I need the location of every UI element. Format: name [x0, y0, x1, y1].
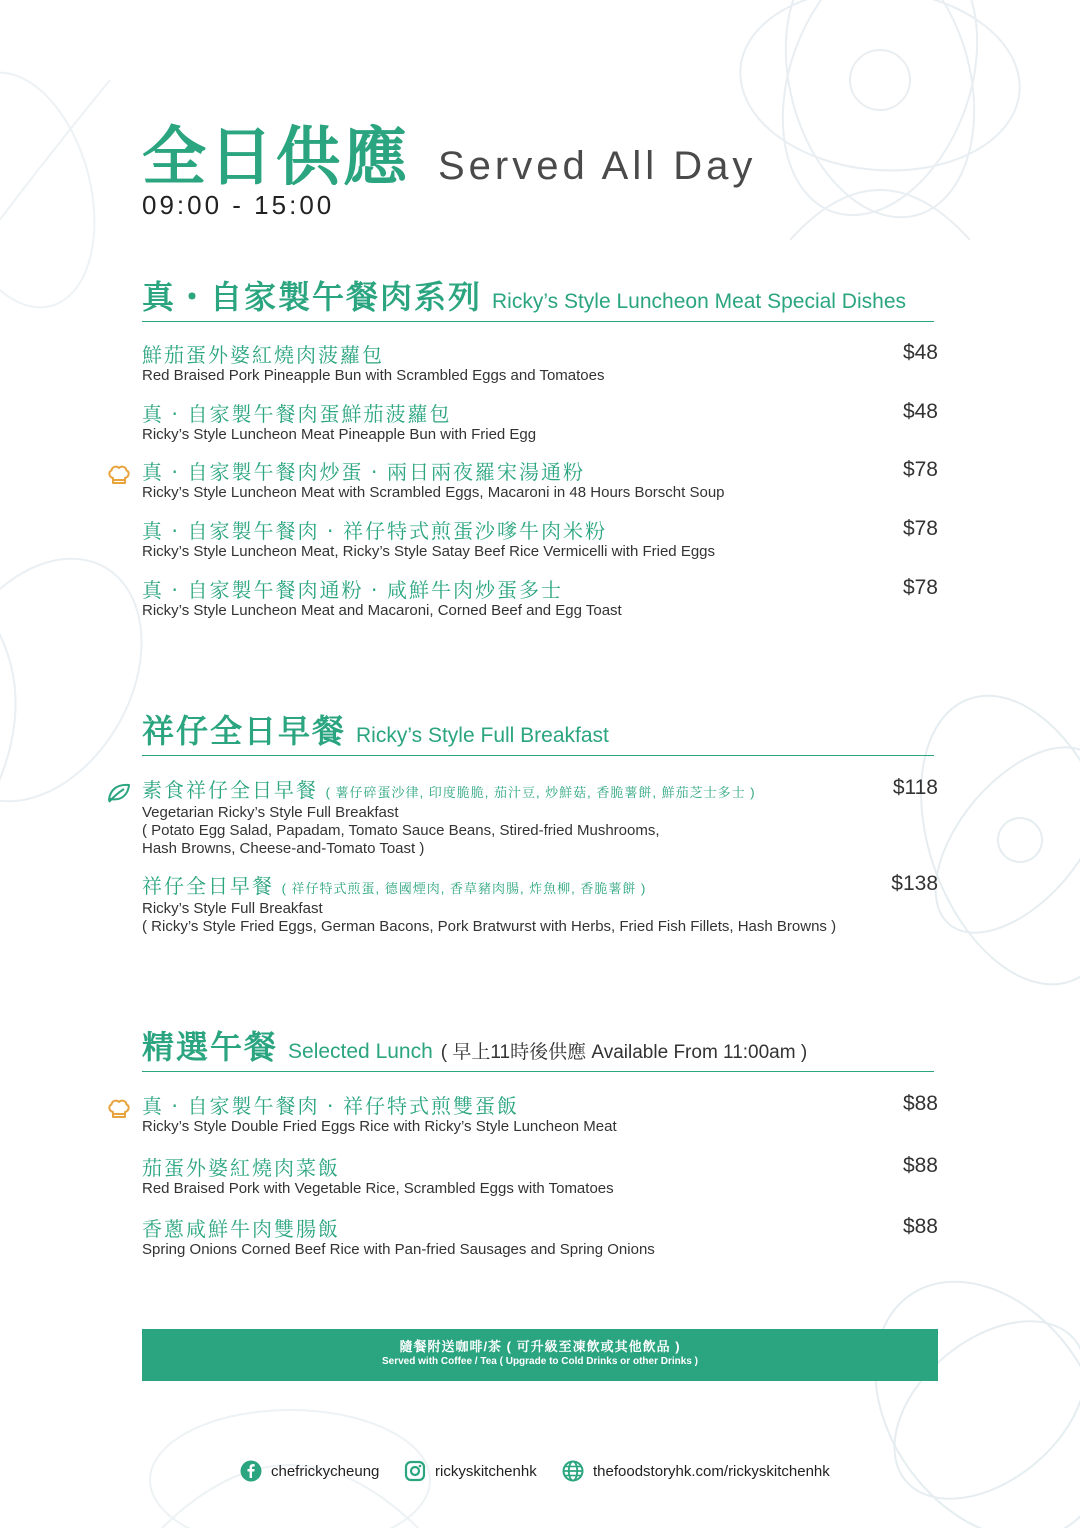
section-header-selected-lunch — [142, 1022, 934, 1072]
item-name-en: Vegetarian Ricky’s Style Full Breakfast — [142, 804, 399, 821]
item-name-zh: 祥仔全日早餐 — [142, 876, 274, 898]
section-title-en: Selected Lunch — [288, 1040, 433, 1063]
chef-hat-icon — [106, 1096, 132, 1122]
item-name-zh: 真 ‧ 自家製午餐肉 ‧ 祥仔特式煎雙蛋飯 — [142, 1096, 519, 1118]
instagram-icon — [404, 1460, 426, 1482]
item-description-en: ( Potato Egg Salad, Papadam, Tomato Sauce Beans, Stired-fried Mushrooms, — [142, 822, 660, 839]
page-title-en: Served All Day — [438, 144, 757, 188]
menu-item — [142, 872, 938, 936]
section-title-zh: 祥仔全日早餐 — [142, 713, 347, 749]
leaf-icon — [106, 780, 132, 806]
menu-item — [142, 517, 938, 561]
item-name-zh: 香蔥咸鮮牛肉雙腸飯 — [142, 1219, 340, 1241]
item-name-en: Ricky’s Style Full Breakfast — [142, 900, 323, 917]
facebook-link[interactable] — [240, 1460, 379, 1482]
item-ingredients-zh: ( 薯仔碎蛋沙律, 印度脆脆, 茄汁豆, 炒鮮菇, 香脆薯餅, 鮮茄芝士多士 ) — [325, 785, 756, 800]
menu-item — [142, 1092, 938, 1136]
item-name-en: Spring Onions Corned Beef Rice with Pan-fried Sausages and Spring Onions — [142, 1241, 655, 1258]
banner-text-zh: 隨餐附送咖啡/茶 ( 可升級至凍飲或其他飲品 ) — [399, 1339, 681, 1354]
item-name-en: Red Braised Pork with Vegetable Rice, Scrambled Eggs with Tomatoes — [142, 1180, 614, 1197]
service-hours: 09:00 - 15:00 — [142, 190, 335, 220]
item-description-en: Hash Browns, Cheese-and-Tomato Toast ) — [142, 840, 425, 857]
item-price: $118 — [892, 776, 938, 799]
menu-item — [142, 400, 938, 444]
item-name-zh: 真 ‧ 自家製午餐肉炒蛋 ‧ 兩日兩夜羅宋湯通粉 — [142, 462, 585, 484]
item-name-zh: 茄蛋外婆紅燒肉菜飯 — [142, 1158, 340, 1180]
item-price: $88 — [902, 1154, 938, 1177]
item-name-zh: 真 ‧ 自家製午餐肉 ‧ 祥仔特式煎蛋沙嗲牛肉米粉 — [142, 521, 607, 543]
menu-item — [142, 341, 938, 385]
footer-social-links — [0, 1460, 1080, 1484]
item-name-zh: 真 ‧ 自家製午餐肉通粉 ‧ 咸鮮牛肉炒蛋多士 — [142, 580, 563, 602]
section-header-luncheon-meat — [142, 272, 934, 322]
website-link[interactable] — [562, 1460, 830, 1482]
chef-hat-icon — [106, 462, 132, 488]
facebook-icon — [240, 1460, 262, 1482]
item-description-en: ( Ricky’s Style Fried Eggs, German Bacons, Pork Bratwurst with Herbs, Fried Fish Fillets, Hash Browns ) — [142, 918, 837, 935]
menu-item — [142, 576, 938, 620]
globe-icon — [562, 1460, 584, 1482]
item-name-en: Ricky’s Style Double Fried Eggs Rice with Ricky’s Style Luncheon Meat — [142, 1118, 617, 1135]
section-header-full-breakfast — [142, 706, 934, 756]
item-price: $78 — [902, 458, 938, 481]
section-title-en: Ricky’s Style Luncheon Meat Special Dishes — [492, 290, 906, 313]
flower-decoration-bottom-right — [820, 1260, 1080, 1528]
item-name-en: Ricky’s Style Luncheon Meat Pineapple Bun with Fried Egg — [142, 426, 537, 443]
page-title — [142, 106, 756, 198]
item-price: $78 — [902, 517, 938, 540]
instagram-link[interactable] — [404, 1460, 537, 1482]
item-price: $78 — [902, 576, 938, 599]
section-availability-note: ( 早上11時後供應 Available From 11:00am ) — [440, 1042, 808, 1063]
item-price: $88 — [902, 1092, 938, 1115]
item-name-zh: 素食祥仔全日早餐 — [142, 780, 318, 802]
menu-item — [142, 1215, 938, 1259]
menu-item — [142, 458, 938, 502]
item-ingredients-zh: ( 祥仔特式煎蛋, 德國煙肉, 香草豬肉腸, 炸魚柳, 香脆薯餅 ) — [281, 881, 647, 896]
facebook-handle: chefrickycheung — [271, 1462, 380, 1480]
item-name-en: Ricky’s Style Luncheon Meat, Ricky’s Style Satay Beef Rice Vermicelli with Fried Eggs — [142, 543, 716, 560]
item-price: $88 — [902, 1215, 938, 1238]
drink-info-banner — [142, 1329, 938, 1381]
banner-text-en: Served with Coffee / Tea ( Upgrade to Cold Drinks or other Drinks ) — [382, 1356, 698, 1367]
item-name-en: Ricky’s Style Luncheon Meat with Scrambled Eggs, Macaroni in 48 Hours Borscht Soup — [142, 484, 725, 501]
website-url: thefoodstoryhk.com/rickyskitchenhk — [593, 1462, 830, 1480]
item-name-zh: 鮮茄蛋外婆紅燒肉菠蘿包 — [142, 345, 384, 367]
item-price: $48 — [902, 400, 938, 423]
item-name-en: Red Braised Pork Pineapple Bun with Scrambled Eggs and Tomatoes — [142, 367, 605, 384]
menu-item — [142, 1154, 938, 1198]
section-title-zh: 真・自家製午餐肉系列 — [142, 279, 483, 315]
menu-item — [142, 776, 938, 858]
instagram-handle: rickyskitchenhk — [435, 1462, 537, 1480]
section-title-en: Ricky’s Style Full Breakfast — [356, 724, 609, 747]
page-title-zh: 全日供應 — [142, 121, 410, 193]
section-title-zh: 精選午餐 — [142, 1029, 279, 1065]
item-price: $48 — [902, 341, 938, 364]
flower-decoration-bottom-left — [120, 1360, 460, 1528]
item-name-zh: 真 ‧ 自家製午餐肉蛋鮮茄菠蘿包 — [142, 404, 452, 426]
item-name-en: Ricky’s Style Luncheon Meat and Macaroni, Corned Beef and Egg Toast — [142, 602, 622, 619]
item-price: $138 — [891, 872, 938, 895]
